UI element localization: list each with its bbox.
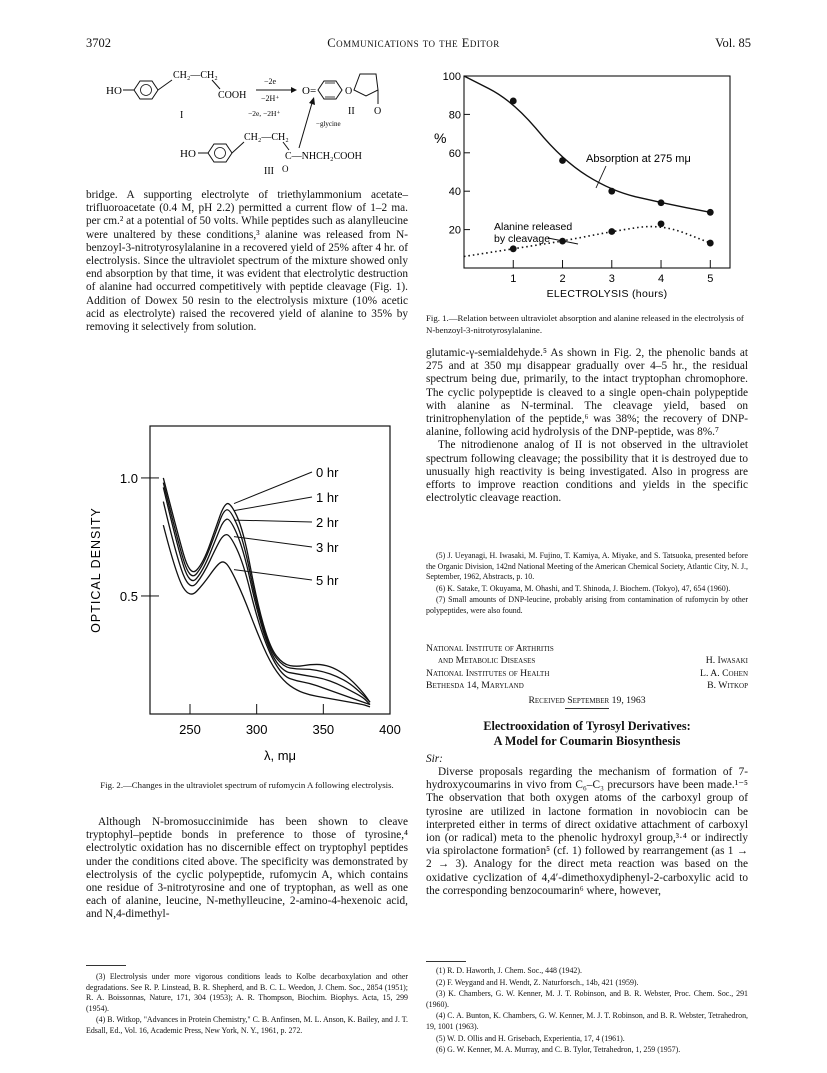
spectrum-curve (163, 487, 370, 704)
scheme-ho: HO (106, 85, 122, 97)
right-column-text (426, 347, 748, 505)
scheme-label-ii: II (348, 106, 355, 117)
scheme-arrow-bottom: −2e, −2H⁺ (248, 109, 281, 118)
y-axis-label: % (434, 130, 447, 147)
curve-label: 2 hr (316, 515, 339, 530)
affiliation-block (426, 643, 748, 707)
x-tick-label: 300 (245, 722, 268, 737)
right-paragraph-1: glutamic-γ-semialdehyde.⁵ As shown in Fig. 2, the phenolic bands at 275 and at 350 mμ disappear gradually over 4–5 hr., the residual spectrum being due, primarily, to the intact tryptophan chromophore. The cyclic polypeptide is cleaved to a single open-chain polypeptide with alanine as N-terminal. The cleavage yield, based on trinitrophenylation of the peptide,⁶ was 38%; the recovery of DNP-alanine, following acid hydrolysis of the DNP-peptide, was 8%.⁷ (426, 347, 748, 439)
annotation-alanine-2: by cleavage (494, 233, 551, 245)
y-tick-label: 60 (448, 147, 461, 160)
article-title-line-2: A Model for Coumarin Biosynthesis (493, 734, 681, 748)
x-tick-label: 350 (312, 722, 335, 737)
footnote-ref-2: (2) F. Weygand and H. Wendt, Z. Naturforsch., 14b, 421 (1959). (436, 977, 639, 987)
fig1-caption-block (426, 313, 748, 336)
x-tick-label: 400 (379, 722, 401, 737)
left-paragraph-1: bridge. A supporting electrolyte of triethylammonium acetate–trifluoroacetate (0.4 M, pH 2.2) permitted a current flow of 1–2 ma. per cm.² at a potential of 50 volts. While peptides such as alanylleucine were unaltered by these conditions,³ alanine was released from N-benzoyl-3-nitrotyrosylalanine in a recovered yield of 25% after 4 hr. of electrolysis. Since the ultraviolet spectrum of the mixture showed only end absorption by that time, it was evident that electrolytic destruction of alanine had occurred competitively with peptide cleavage (Fig. 1). Addition of Dowex 50 resin to the electrolysis mixture (10% acetic acid as electrolyte) raised the recovered yield of alanine to 35% by removing it selectively from solution. (86, 189, 408, 334)
scheme-o-ring: O (345, 86, 353, 97)
affiliation-row: National Institute of Arthritis (426, 643, 554, 654)
footnote-3: (3) Electrolysis under more vigorous conditions leads to Kolbe decarboxylation and other degradations. See R. P. Linstead, B. R. Shepherd, and B. C. L. Weedon, J. Chem. Soc., 2854 (1951); R. A. Boissonnas, Nature, 171, 304 (1953); A. R. Thompson, Biochim. Biophys. Acta, 15, 299 (1954). (86, 972, 408, 1013)
left-footnotes (86, 972, 408, 1038)
x-tick-label: 5 (707, 273, 714, 285)
spectrum-curve (163, 478, 370, 702)
scheme-o-right: O (374, 106, 382, 117)
footnote-rule-right (426, 961, 466, 962)
scheme-glycine: −glycine (316, 120, 341, 128)
journal-section: Communications to the Editor (327, 36, 500, 50)
footnote-rule-left (86, 965, 126, 966)
spectrum-curve (163, 502, 370, 705)
footnote-ref-5: (5) W. D. Ollis and H. Grisebach, Experientia, 17, 4 (1961). (436, 1033, 625, 1043)
x-tick-label: 250 (179, 722, 201, 737)
footnote-6: (6) K. Satake, T. Okuyama, M. Ohashi, and T. Shinoda, J. Biochem. (Tokyo), 47, 654 (1960). (436, 583, 731, 593)
scheme-cooh: COOH (218, 90, 247, 101)
y-tick-label: 100 (442, 71, 461, 83)
curve-label: 0 hr (316, 465, 339, 480)
scheme-bottom-o: O (282, 164, 289, 174)
reaction-scheme (86, 58, 408, 176)
y-tick-label: 40 (448, 186, 461, 199)
series-absorption-line (464, 76, 710, 212)
figure-1-chart (426, 62, 748, 312)
scheme-bottom-amide: C—NHCH₂COOH (285, 151, 362, 162)
scheme-o-left: O= (302, 85, 317, 97)
alanine-point (658, 220, 665, 227)
annotation-absorption: Absorption at 275 mμ (586, 153, 691, 165)
affiliation-row: Bethesda 14, Maryland B. Witkop (426, 680, 748, 692)
footnote-7: (7) Small amounts of DNP-leucine, probably arising from contamination of rufomycin by other polypeptides, were also found. (426, 595, 748, 615)
x-axis-label: ELECTROLYSIS (hours) (546, 288, 668, 300)
x-tick-label: 4 (657, 273, 665, 285)
curve-label: 1 hr (316, 490, 339, 505)
footnote-4: (4) B. Witkop, "Advances in Protein Chemistry," C. B. Anfinsen, M. L. Anson, K. Bailey, and J. T. Edsall, Ed., Vol. 16, Academic Press, New York, N. Y., 1961, p. 272. (86, 1015, 408, 1035)
right-paragraph-2: The nitrodienone analog of II is not observed in the ultraviolet spectrum following cleavage; the possibility that it is destroyed due to unusually high reactivity is being investigated. Also in progress are efforts to improve reaction conditions and yields in the specific electrolytic cleavage reaction. (426, 439, 748, 505)
curve-label: 5 hr (316, 573, 339, 588)
alanine-point (510, 245, 517, 252)
footnote-5: (5) J. Ueyanagi, H. Iwasaki, M. Fujino, T. Kamiya, A. Miyake, and S. Tatsuoka, presented before the Organic Division, 142nd National Meeting of the American Chemical Society, Atlantic City, N. J., September, 1962, Abstracts, p. 10. (426, 551, 748, 582)
scheme-label-iii: III (264, 166, 274, 176)
footnote-ref-3: (3) K. Chambers, G. W. Kenner, M. J. T. Robinson, and B. R. Webster, Proc. Chem. Soc., 291 (1960). (426, 989, 748, 1009)
fig2-caption: Fig. 2.—Changes in the ultraviolet spectrum of rufomycin A following electrolysis. (100, 780, 394, 790)
x-tick-label: 2 (559, 273, 566, 285)
affiliation-row: National Institutes of Health L. A. Cohen (426, 667, 748, 679)
scheme-arrow-top2: −2H⁺ (261, 94, 280, 103)
salutation: Sir: (426, 753, 443, 765)
article-separator (565, 708, 609, 709)
footnote-ref-4: (4) C. A. Bunton, K. Chambers, G. W. Kenner, M. J. T. Robinson, and B. R. Webster, Tetrahedron, 19, 1001 (1963). (426, 1011, 748, 1031)
alanine-point (707, 240, 714, 247)
fig1-caption: Fig. 1.—Relation between ultraviolet absorption and alanine released in the electrolysis of N-benzoyl-3-nitrotyrosylalanine. (426, 313, 744, 335)
alanine-point (608, 228, 615, 235)
article-title-line-1: Electrooxidation of Tyrosyl Derivatives: (483, 719, 691, 733)
fig2-caption-block (86, 780, 408, 792)
curve-label-leader (234, 520, 312, 522)
footnote-ref-1: (1) R. D. Haworth, J. Chem. Soc., 448 (1942). (436, 966, 582, 975)
curve-label: 3 hr (316, 540, 339, 555)
absorption-point (510, 98, 517, 105)
absorption-point (608, 188, 615, 195)
scheme-arrow-top1: −2e (264, 77, 277, 86)
affiliation-row: and Metabolic Diseases H. Iwasaki (438, 655, 748, 667)
scheme-ch2: CH₂—CH₂ (173, 70, 218, 81)
y-tick-label: 1.0 (119, 470, 138, 486)
x-tick-label: 3 (608, 273, 615, 285)
article-title-block (426, 719, 748, 898)
volume-label: Vol. 85 (715, 36, 751, 50)
spectrum-curve (163, 525, 370, 707)
left-column-bottom (86, 816, 408, 922)
scheme-label-i: I (180, 110, 184, 121)
y-tick-label: 20 (448, 224, 461, 237)
absorption-point (707, 209, 714, 216)
y-tick-label: 80 (448, 109, 461, 122)
x-tick-label: 1 (510, 273, 517, 285)
footnote-ref-6: (6) G. W. Kenner, M. A. Murray, and C. B. Tylor, Tetrahedron, 1, 259 (1957). (436, 1045, 681, 1055)
scheme-bottom-ch2: CH₂—CH₂ (244, 132, 289, 143)
x-axis-label: λ, mμ (263, 748, 297, 763)
absorption-point (658, 199, 665, 206)
y-axis-label: OPTICAL DENSITY (89, 507, 103, 633)
right-footnotes-2 (426, 966, 748, 1057)
right-footnotes (426, 551, 748, 618)
annotation-alanine-1: Alanine released (494, 221, 573, 233)
page-number: 3702 (86, 36, 111, 50)
left-paragraph-2: Although N-bromosuccinimide has been shown to cleave tryptophyl–peptide bonds in preference to those of tyrosine,⁴ electrolytic oxidation has no discernible effect on tryptophyl peptides under the conditions cited above. The specificity was demonstrated by electrolysis of the cyclic polypeptide, rufomycin A, which contains one residue of 3-nitrotyrosine and one of tryptophan, as well as one each of alanine, leucine, N-methylleucine, 2-amino-4-hexenoic acid, and N,4-dimethyl- (86, 816, 408, 921)
left-column-top (86, 189, 408, 334)
absorption-point (559, 157, 566, 164)
right-paragraph-3: Diverse proposals regarding the mechanism of formation of 7-hydroxycoumarins in vivo from C₆–C₃ precursors have been made.¹⁻⁵ The observation that both oxygen atoms of the carboxyl group of tyrosine are utilized in lactone formation in novobiocin can be interpreted either in terms of direct oxidative attachment of carboxyl ion (or radical) meta to the phenolic hydroxyl group,³·⁴ or indirectly via spirolactone formation⁵ (cf. 1) followed by rearrangement (as 1 → 2 → 3). Analogy for the direct meta reaction was based on the oxidative cyclization of 4,4′-dimethoxydiphenyl-2-carboxylic acid to the corresponding benzocoumarin⁶ where, however, (426, 766, 748, 897)
scheme-bottom-ho: HO (180, 148, 196, 160)
y-tick-label: 0.5 (119, 588, 138, 604)
figure-2-chart (86, 412, 408, 792)
received-date: Received September 19, 1963 (528, 694, 646, 706)
plot-frame (150, 426, 390, 714)
